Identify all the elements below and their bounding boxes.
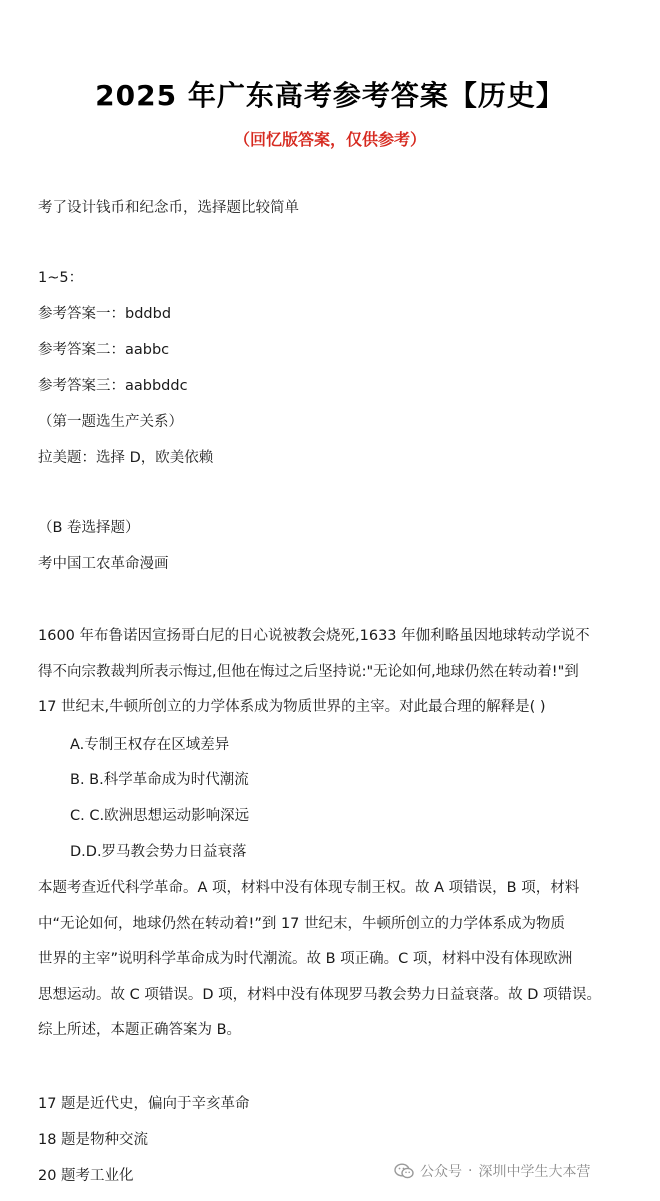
option-a: A.专制王权存在区域差异 — [70, 737, 230, 753]
watermark-separator: · — [468, 1163, 473, 1179]
option-b: B. B.科学革命成为时代潮流 — [70, 772, 249, 788]
watermark-label: 公众号 — [420, 1164, 462, 1180]
reference-answer-3: 参考答案三：aabbddc — [38, 378, 188, 394]
page-subtitle: （回忆版答案，仅供参考） — [233, 130, 426, 149]
note-q17: 17 题是近代史，偏向于辛亥革命 — [38, 1096, 250, 1112]
question-stem-line: 1600 年布鲁诺因宣扬哥白尼的日心说被教会烧死,1633 年伽利略虽因地球转动学说不 — [38, 628, 590, 644]
reference-answer-2: 参考答案二：aabbc — [38, 342, 170, 358]
wechat-icon — [394, 1163, 414, 1179]
watermark — [394, 1161, 590, 1181]
watermark-account: 深圳中学生大本营 — [478, 1164, 591, 1180]
explanation-line: 本题考查近代科学革命。A 项，材料中没有体现专制王权。故 A 项错误，B 项，材料 — [38, 880, 580, 896]
latam-question-note: 拉美题：选择 D，欧美依赖 — [38, 450, 214, 466]
answer-range: 1~5： — [38, 270, 84, 286]
b-volume-label: （B 卷选择题） — [38, 520, 140, 536]
question-stem — [38, 619, 628, 726]
question-stem-line: 得不向宗教裁判所表示悔过,但他在悔过之后坚持说:"无论如何,地球仍然在转动着!"到 — [38, 663, 579, 680]
option-d: D.D.罗马教会势力日益衰落 — [70, 844, 247, 860]
option-c: C. C.欧洲思想运动影响深远 — [70, 808, 250, 824]
explanation-line: 综上所述，本题正确答案为 B。 — [38, 1022, 242, 1038]
explanation-line: 世界的主宰”说明科学革命成为时代潮流。故 B 项正确。C 项，材料中没有体现欧洲 — [38, 951, 573, 967]
note-q18: 18 题是物种交流 — [38, 1132, 149, 1148]
first-question-note: （第一题选生产关系） — [38, 414, 183, 430]
explanation-line: 中“无论如何，地球仍然在转动着!”到 17 世纪末，牛顿所创立的力学体系成为物质 — [38, 915, 566, 932]
reference-answer-1: 参考答案一：bddbd — [38, 306, 172, 322]
note-q20: 20 题考工业化 — [38, 1168, 134, 1184]
question-stem-line: 17 世纪末,牛顿所创立的力学体系成为物质世界的主宰。对此最合理的解释是( ) — [38, 699, 546, 715]
b-volume-topic: 考中国工农革命漫画 — [38, 556, 169, 572]
explanation — [38, 871, 628, 1049]
page-title: 2025 年广东高考参考答案【历史】 — [95, 79, 565, 112]
intro-text: 考了设计钱币和纪念币，选择题比较简单 — [38, 200, 299, 216]
explanation-line: 思想运动。故 C 项错误。D 项，材料中没有体现罗马教会势力日益衰落。故 D 项错误。 — [38, 986, 601, 1003]
